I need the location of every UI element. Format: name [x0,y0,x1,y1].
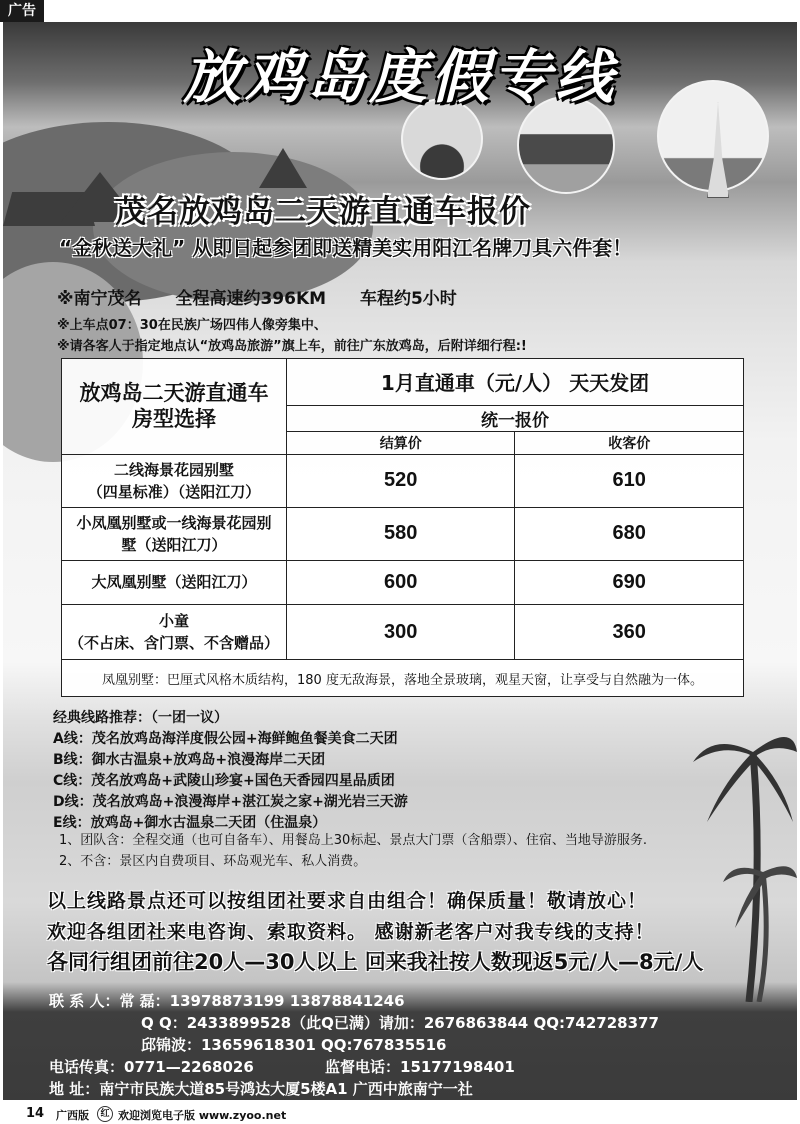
room-type-header [62,359,287,455]
contact-address: 地 址：南宁市民族大道85号鸿达大厦5楼A1 广西中旅南宁一社 [49,1080,473,1098]
route-distance: 全程高速约396KM [175,289,327,309]
retail-price-cell: 360 [515,605,744,660]
room-type-line: 二线海景花园别墅 [113,460,234,479]
room-type-line: 小凤凰别墅或一线海景花园别 [76,513,272,532]
route-info [57,284,485,309]
slogan: 各同行组团前往20人—30人以上 回来我社按人数现返5元/人—8元/人 [47,950,704,974]
inclusions [59,830,647,872]
list-item: B线：御水古温泉+放鸡岛+浪漫海岸二天团 [53,752,326,768]
contact-qq: Q Q：2433899528（此Q已满）请加：2676863844 QQ:742728377 [141,1014,659,1032]
page-title: 放鸡岛度假专线 [182,43,617,111]
settle-price-cell: 520 [287,454,515,507]
boarding-note: ※上车点07：30在民族广场四伟人像旁集中、 [57,318,327,333]
room-type-line: 墅（送阳江刀） [121,535,227,554]
settle-price-header: 结算价 [287,432,515,454]
poster [3,22,797,1100]
price-header: 1月直通車（元/人） 天天发团 [287,359,744,406]
slogan: 以上线路景点还可以按组团社要求自由组合！确保质量！敬请放心！ [47,890,648,912]
list-item: A线：茂名放鸡岛海洋度假公园+海鲜鲍鱼餐美食二天团 [53,731,398,747]
table-row [62,507,744,560]
edition-label: 广西版 [56,1109,89,1122]
ad-tag: 广告 [0,0,44,22]
retail-price-header: 收客价 [515,432,744,454]
list-item: C线：茂名放鸡岛+武陵山珍宴+国色天香园四星品质团 [53,773,395,789]
settle-price-cell: 600 [287,560,515,605]
contact-fax: 电话传真：0771—2268026 [49,1058,254,1076]
page-footer [0,1102,800,1124]
unified-price-header: 统一报价 [287,405,744,431]
contact-person: 联 系 人：常 磊：13978873199 13878841246 [49,992,405,1010]
slogan: 欢迎各组团社来电咨询、索取资料。 感谢新老客户对我专线的支持！ [47,921,655,943]
room-type-cell [62,605,287,660]
route-list [53,708,408,834]
room-type-line: 小童 [158,612,189,631]
palm-tree-icon [723,852,797,1002]
room-type-cell [62,507,287,560]
retail-price-cell: 610 [515,454,744,507]
room-type-line: （四星标准）（送阳江刀） [87,482,261,501]
retail-price-cell: 680 [515,507,744,560]
contact-supervise: 监督电话：15177198401 [325,1058,515,1076]
room-type-line: （不占床、含门票、不含赠品） [68,634,279,653]
inclusion-item: 2、不含：景区内自费项目、环岛观光车、私人消费。 [59,854,367,869]
room-type-header-line: 放鸡岛二天游直通车 [79,381,269,406]
settle-price-cell: 580 [287,507,515,560]
list-item: D线：茂名放鸡岛+浪漫海岸+湛江炭之家+湖光岩三天游 [53,794,408,810]
room-type-cell [62,454,287,507]
promo-text: “金秋送大礼” 从即日起参团即送精美实用阳江名牌刀具六件套！ [59,236,633,260]
route-duration: 车程约5小时 [359,289,457,309]
table-row [62,454,744,507]
boarding-note: ※请各客人于指定地点认“放鸡岛旅游”旗上车，前往广东放鸡岛，后附详细行程:! [57,339,527,354]
subtitle: 茂名放鸡岛二天游直通车报价 [115,194,531,230]
price-table [61,358,744,697]
route-list-title: 经典线路推荐：（一团一议） [53,710,228,726]
retail-price-cell: 690 [515,560,744,605]
room-type-header-line: 房型选择 [132,407,216,432]
list-item: E线：放鸡岛+御水古温泉二天团（住温泉） [53,815,327,831]
inclusion-item: 1、团队含：全程交通（也可自备车）、用餐岛上30标起、景点大门票（含船票）、住宿、当地导游服务. [59,833,647,848]
footer-link-text[interactable]: 欢迎浏览电子版 www.zyoo.net [118,1109,287,1122]
table-row [62,560,744,605]
publisher-logo-icon: 红 [97,1106,113,1122]
table-footnote: 凤凰别墅：巴厘式风格木质结构，180 度无敌海景，落地全景玻璃，观星天窗，让享受与自然融为一体。 [62,660,744,697]
room-type-cell [62,560,287,605]
room-type-line: 大凤凰别墅（送阳江刀） [91,573,257,592]
contact-section [3,984,797,1100]
table-row [62,605,744,660]
route-from-to: ※南宁茂名 [57,289,142,309]
page-number: 14 [26,1106,45,1121]
contact-qiu: 邱锦波：13659618301 QQ:767835516 [141,1036,447,1054]
settle-price-cell: 300 [287,605,515,660]
